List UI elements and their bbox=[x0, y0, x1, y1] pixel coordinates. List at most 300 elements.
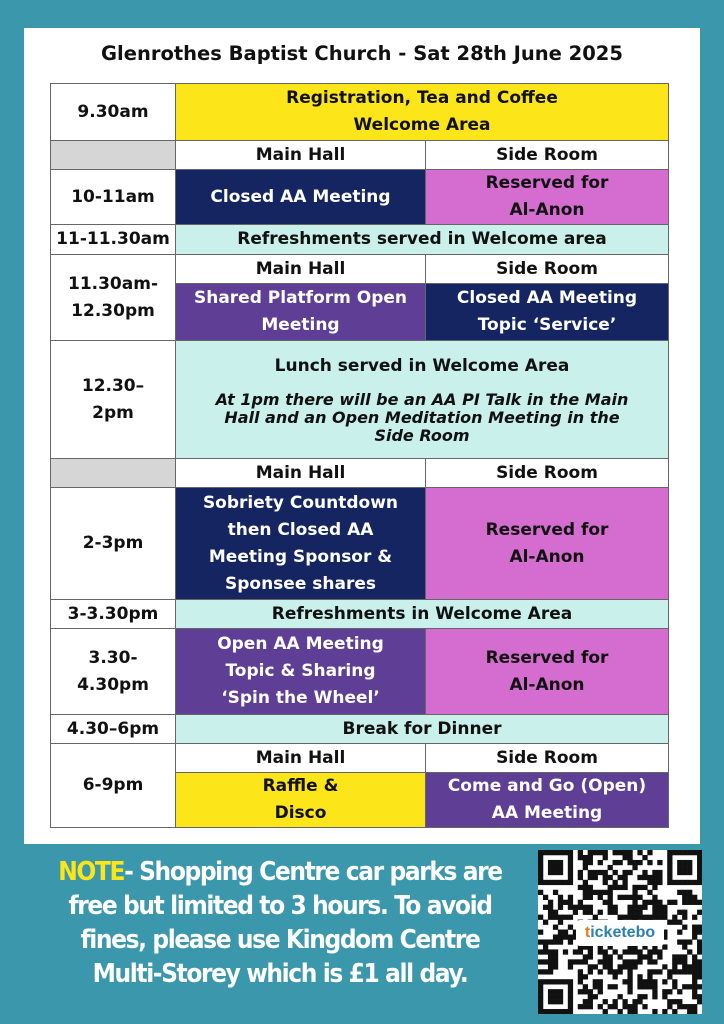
qr-module bbox=[627, 964, 632, 969]
qr-module bbox=[692, 850, 697, 855]
lunch-text: Lunch served in Welcome Area bbox=[274, 355, 570, 376]
qr-module bbox=[548, 860, 553, 865]
qr-module bbox=[573, 959, 578, 964]
qr-module bbox=[662, 905, 667, 910]
qr-module bbox=[588, 954, 593, 959]
qr-module bbox=[637, 999, 642, 1004]
event-line: Sponsee shares bbox=[224, 573, 377, 594]
qr-module bbox=[692, 895, 697, 900]
qr-module bbox=[697, 870, 702, 875]
qr-module bbox=[553, 959, 558, 964]
qr-module bbox=[538, 999, 543, 1004]
qr-module bbox=[657, 880, 662, 885]
qr-module bbox=[568, 989, 573, 994]
qr-module bbox=[662, 944, 667, 949]
qr-module bbox=[642, 885, 647, 890]
qr-module bbox=[563, 850, 568, 855]
qr-module bbox=[568, 900, 573, 905]
qr-module bbox=[593, 870, 598, 875]
blank-cell bbox=[51, 459, 175, 487]
qr-module bbox=[548, 994, 553, 999]
qr-module bbox=[538, 890, 543, 895]
qr-module bbox=[687, 1004, 692, 1009]
schedule-table bbox=[50, 83, 669, 828]
qr-module bbox=[642, 954, 647, 959]
qr-module bbox=[662, 1009, 667, 1014]
qr-module bbox=[687, 1009, 692, 1014]
qr-module bbox=[672, 954, 677, 959]
qr-module bbox=[558, 860, 563, 865]
qr-module bbox=[647, 949, 652, 954]
qr-module bbox=[608, 984, 613, 989]
qr-module bbox=[563, 930, 568, 935]
qr-module bbox=[613, 974, 618, 979]
qr-module bbox=[627, 1009, 632, 1014]
qr-module bbox=[563, 1009, 568, 1014]
qr-module bbox=[618, 860, 623, 865]
qr-module bbox=[647, 959, 652, 964]
qr-module bbox=[603, 964, 608, 969]
qr-module bbox=[687, 860, 692, 865]
qr-module bbox=[657, 900, 662, 905]
qr-module bbox=[588, 964, 593, 969]
qr-module bbox=[692, 925, 697, 930]
qr-module bbox=[553, 910, 558, 915]
qr-module bbox=[667, 880, 672, 885]
qr-module bbox=[677, 999, 682, 1004]
qr-module bbox=[568, 934, 573, 939]
qr-module bbox=[677, 910, 682, 915]
event-line: Open AA Meeting bbox=[217, 634, 384, 654]
qr-module bbox=[642, 1004, 647, 1009]
qr-module bbox=[558, 905, 563, 910]
qr-module bbox=[538, 865, 543, 870]
qr-module bbox=[613, 850, 618, 855]
qr-module bbox=[627, 910, 632, 915]
qr-module bbox=[697, 949, 702, 954]
qr-module bbox=[652, 870, 657, 875]
qr-module bbox=[548, 905, 553, 910]
qr-module bbox=[687, 880, 692, 885]
qr-module bbox=[652, 984, 657, 989]
qr-module bbox=[642, 870, 647, 875]
event-line: Reserved for bbox=[485, 519, 609, 540]
qr-code[interactable] bbox=[538, 850, 702, 1014]
qr-module bbox=[583, 984, 588, 989]
qr-module bbox=[647, 860, 652, 865]
qr-module bbox=[568, 880, 573, 885]
qr-module bbox=[543, 959, 548, 964]
qr-module bbox=[608, 959, 613, 964]
event-cell: Refreshments served in Welcome area bbox=[176, 225, 668, 254]
qr-module bbox=[672, 959, 677, 964]
qr-module bbox=[608, 964, 613, 969]
qr-module bbox=[637, 875, 642, 880]
event-line: Al-Anon bbox=[509, 546, 585, 567]
qr-module bbox=[687, 895, 692, 900]
room-header-main: Main Hall bbox=[176, 141, 425, 169]
qr-module bbox=[682, 900, 687, 905]
qr-module bbox=[627, 895, 632, 900]
qr-module bbox=[568, 870, 573, 875]
qr-module bbox=[548, 989, 553, 994]
qr-module bbox=[618, 969, 623, 974]
qr-module bbox=[593, 875, 598, 880]
qr-module bbox=[608, 895, 613, 900]
qr-module bbox=[627, 974, 632, 979]
event-cell: Break for Dinner bbox=[176, 715, 668, 743]
qr-module bbox=[692, 934, 697, 939]
event-line: Al-Anon bbox=[509, 200, 585, 220]
qr-module bbox=[672, 915, 677, 920]
qr-module bbox=[622, 964, 627, 969]
qr-module bbox=[548, 870, 553, 875]
event-line: Registration, Tea and Coffee bbox=[286, 88, 558, 108]
qr-module bbox=[598, 959, 603, 964]
qr-module bbox=[588, 969, 593, 974]
qr-module bbox=[608, 954, 613, 959]
qr-module bbox=[548, 910, 553, 915]
qr-module bbox=[608, 900, 613, 905]
qr-module bbox=[632, 1009, 637, 1014]
qr-module bbox=[568, 915, 573, 920]
event-line: Come and Go (Open) bbox=[447, 776, 647, 796]
qr-module bbox=[603, 959, 608, 964]
qr-module bbox=[598, 860, 603, 865]
qr-module bbox=[558, 930, 563, 935]
qr-module bbox=[692, 989, 697, 994]
qr-module bbox=[677, 989, 682, 994]
qr-module bbox=[682, 910, 687, 915]
qr-module bbox=[538, 969, 543, 974]
qr-module bbox=[657, 969, 662, 974]
qr-module bbox=[613, 860, 618, 865]
qr-module bbox=[553, 1009, 558, 1014]
room-header-main: Main Hall bbox=[176, 744, 425, 772]
qr-module bbox=[697, 984, 702, 989]
qr-module bbox=[667, 855, 672, 860]
qr-module bbox=[568, 855, 573, 860]
qr-module bbox=[553, 865, 558, 870]
qr-module bbox=[608, 1004, 613, 1009]
qr-module bbox=[588, 994, 593, 999]
qr-module bbox=[687, 900, 692, 905]
event-cell bbox=[176, 284, 425, 340]
qr-module bbox=[672, 984, 677, 989]
event-cell bbox=[426, 170, 668, 224]
qr-module bbox=[657, 905, 662, 910]
qr-module bbox=[538, 870, 543, 875]
qr-module bbox=[588, 885, 593, 890]
qr-module bbox=[538, 860, 543, 865]
qr-module bbox=[692, 954, 697, 959]
event-line: Welcome Area bbox=[353, 115, 491, 135]
qr-module bbox=[677, 969, 682, 974]
qr-module bbox=[538, 1004, 543, 1009]
qr-module bbox=[618, 850, 623, 855]
qr-module bbox=[682, 944, 687, 949]
qr-module bbox=[553, 979, 558, 984]
qr-module bbox=[568, 964, 573, 969]
qr-module bbox=[543, 905, 548, 910]
qr-module bbox=[682, 959, 687, 964]
qr-module bbox=[637, 910, 642, 915]
room-header-main: Main Hall bbox=[176, 459, 425, 487]
lunch-note-line: Hall and an Open Meditation Meeting in the bbox=[224, 407, 620, 427]
qr-module bbox=[548, 959, 553, 964]
qr-module bbox=[632, 895, 637, 900]
qr-module bbox=[672, 969, 677, 974]
event-cell: Closed AA Meeting bbox=[176, 170, 425, 224]
qr-module bbox=[543, 895, 548, 900]
qr-module bbox=[632, 1004, 637, 1009]
lunch-note bbox=[216, 391, 629, 445]
qr-module bbox=[697, 959, 702, 964]
qr-module bbox=[692, 1009, 697, 1014]
qr-module bbox=[583, 890, 588, 895]
qr-module bbox=[568, 984, 573, 989]
qr-module bbox=[637, 905, 642, 910]
qr-module bbox=[613, 999, 618, 1004]
time-cell: 2-3pm bbox=[51, 488, 175, 599]
qr-module bbox=[687, 984, 692, 989]
qr-module bbox=[598, 910, 603, 915]
qr-module bbox=[687, 865, 692, 870]
qr-module bbox=[642, 979, 647, 984]
qr-module bbox=[677, 930, 682, 935]
qr-module bbox=[657, 954, 662, 959]
qr-module bbox=[593, 850, 598, 855]
qr-module bbox=[593, 979, 598, 984]
qr-module bbox=[632, 999, 637, 1004]
qr-module bbox=[608, 969, 613, 974]
qr-module bbox=[603, 900, 608, 905]
qr-module bbox=[677, 959, 682, 964]
qr-module bbox=[568, 905, 573, 910]
time-line: 3.30- bbox=[88, 647, 138, 668]
qr-module bbox=[553, 934, 558, 939]
qr-module bbox=[583, 1004, 588, 1009]
qr-module bbox=[578, 989, 583, 994]
qr-module bbox=[598, 890, 603, 895]
qr-module bbox=[588, 949, 593, 954]
qr-module bbox=[627, 949, 632, 954]
qr-module bbox=[558, 979, 563, 984]
qr-module bbox=[662, 979, 667, 984]
qr-module bbox=[603, 880, 608, 885]
qr-module bbox=[573, 905, 578, 910]
qr-module bbox=[692, 959, 697, 964]
qr-module bbox=[568, 999, 573, 1004]
qr-module bbox=[583, 895, 588, 900]
qr-module bbox=[632, 905, 637, 910]
event-line: ‘Spin the Wheel’ bbox=[221, 688, 380, 708]
qr-module bbox=[642, 855, 647, 860]
qr-module bbox=[558, 870, 563, 875]
qr-module bbox=[618, 895, 623, 900]
qr-module bbox=[632, 865, 637, 870]
qr-module bbox=[677, 939, 682, 944]
qr-module bbox=[538, 994, 543, 999]
qr-module bbox=[583, 954, 588, 959]
qr-module bbox=[682, 939, 687, 944]
qr-module bbox=[697, 880, 702, 885]
qr-module bbox=[553, 939, 558, 944]
qr-module bbox=[672, 1009, 677, 1014]
qr-module bbox=[583, 999, 588, 1004]
event-line: Shared Platform Open bbox=[193, 288, 408, 308]
qr-module bbox=[642, 905, 647, 910]
qr-module bbox=[622, 850, 627, 855]
qr-module bbox=[613, 949, 618, 954]
qr-module bbox=[538, 949, 543, 954]
qr-module bbox=[642, 984, 647, 989]
event-cell bbox=[426, 284, 668, 340]
qr-module bbox=[568, 959, 573, 964]
event-line: Al-Anon bbox=[509, 674, 585, 695]
qr-module bbox=[682, 954, 687, 959]
qr-module bbox=[543, 979, 548, 984]
event-cell bbox=[176, 84, 668, 140]
qr-module bbox=[578, 905, 583, 910]
qr-module bbox=[553, 994, 558, 999]
event-cell bbox=[176, 773, 425, 827]
page-title: Glenrothes Baptist Church - Sat 28th June 2025 bbox=[101, 42, 623, 65]
qr-module bbox=[583, 880, 588, 885]
qr-module bbox=[622, 885, 627, 890]
qr-module bbox=[672, 964, 677, 969]
qr-module bbox=[667, 974, 672, 979]
qr-module bbox=[588, 895, 593, 900]
qr-module bbox=[553, 880, 558, 885]
qr-module bbox=[682, 964, 687, 969]
qr-module bbox=[682, 865, 687, 870]
qr-module bbox=[627, 870, 632, 875]
qr-module bbox=[568, 925, 573, 930]
qr-module bbox=[588, 999, 593, 1004]
qr-module bbox=[642, 875, 647, 880]
qr-module bbox=[558, 994, 563, 999]
qr-module bbox=[588, 850, 593, 855]
qr-module bbox=[603, 875, 608, 880]
qr-module bbox=[632, 900, 637, 905]
qr-module bbox=[538, 875, 543, 880]
qr-module bbox=[667, 900, 672, 905]
qr-module bbox=[687, 890, 692, 895]
qr-module bbox=[622, 1004, 627, 1009]
qr-module bbox=[603, 870, 608, 875]
qr-module bbox=[613, 905, 618, 910]
qr-module bbox=[538, 850, 543, 855]
qr-module bbox=[578, 875, 583, 880]
qr-module bbox=[652, 875, 657, 880]
time-line: 12.30– bbox=[81, 375, 145, 396]
qr-module bbox=[553, 999, 558, 1004]
qr-module bbox=[647, 875, 652, 880]
qr-module bbox=[613, 1004, 618, 1009]
qr-module bbox=[613, 910, 618, 915]
qr-module bbox=[578, 850, 583, 855]
qr-module bbox=[642, 994, 647, 999]
qr-module bbox=[677, 860, 682, 865]
qr-module bbox=[622, 875, 627, 880]
qr-module bbox=[677, 865, 682, 870]
qr-module bbox=[583, 910, 588, 915]
event-line: Meeting Sponsor & bbox=[208, 546, 393, 567]
qr-module bbox=[553, 890, 558, 895]
qr-module bbox=[543, 969, 548, 974]
qr-module bbox=[697, 925, 702, 930]
note-line: fines, please use Kingdom Centre bbox=[80, 925, 480, 955]
event-line: Closed AA Meeting bbox=[456, 288, 638, 308]
qr-module bbox=[652, 949, 657, 954]
qr-module bbox=[603, 855, 608, 860]
room-header-main: Main Hall bbox=[176, 255, 425, 283]
qr-module bbox=[613, 984, 618, 989]
qr-module bbox=[657, 910, 662, 915]
qr-module bbox=[583, 865, 588, 870]
qr-module bbox=[632, 885, 637, 890]
time-line: 12.30pm bbox=[71, 300, 155, 321]
qr-module bbox=[667, 860, 672, 865]
qr-module bbox=[598, 895, 603, 900]
qr-module bbox=[568, 1009, 573, 1014]
qr-module bbox=[588, 989, 593, 994]
qr-module bbox=[608, 905, 613, 910]
qr-module bbox=[697, 900, 702, 905]
qr-module bbox=[538, 979, 543, 984]
qr-module bbox=[548, 949, 553, 954]
qr-module bbox=[548, 1009, 553, 1014]
qr-module bbox=[583, 959, 588, 964]
event-line: AA Meeting bbox=[491, 803, 603, 823]
qr-module bbox=[627, 855, 632, 860]
time-line: 11.30am- bbox=[67, 273, 158, 294]
qr-module bbox=[627, 984, 632, 989]
qr-module bbox=[657, 875, 662, 880]
qr-module bbox=[558, 989, 563, 994]
qr-module bbox=[637, 959, 642, 964]
qr-module bbox=[687, 870, 692, 875]
qr-module bbox=[558, 880, 563, 885]
qr-module bbox=[637, 974, 642, 979]
qr-module bbox=[652, 969, 657, 974]
qr-module bbox=[697, 999, 702, 1004]
event-cell bbox=[426, 773, 668, 827]
qr-module bbox=[692, 994, 697, 999]
qr-module bbox=[543, 880, 548, 885]
qr-module bbox=[548, 850, 553, 855]
qr-module bbox=[662, 989, 667, 994]
qr-module bbox=[538, 915, 543, 920]
time-cell: 9.30am bbox=[51, 84, 175, 140]
qr-module bbox=[608, 865, 613, 870]
qr-module bbox=[652, 959, 657, 964]
qr-module bbox=[667, 999, 672, 1004]
qr-module bbox=[647, 969, 652, 974]
time-cell bbox=[51, 255, 175, 340]
qr-module bbox=[682, 890, 687, 895]
qr-module bbox=[647, 974, 652, 979]
qr-module bbox=[553, 964, 558, 969]
qr-module bbox=[558, 900, 563, 905]
time-cell: 11-11.30am bbox=[51, 225, 175, 254]
qr-module bbox=[588, 890, 593, 895]
qr-module bbox=[637, 949, 642, 954]
qr-module bbox=[652, 979, 657, 984]
qr-module bbox=[588, 870, 593, 875]
qr-module bbox=[687, 949, 692, 954]
